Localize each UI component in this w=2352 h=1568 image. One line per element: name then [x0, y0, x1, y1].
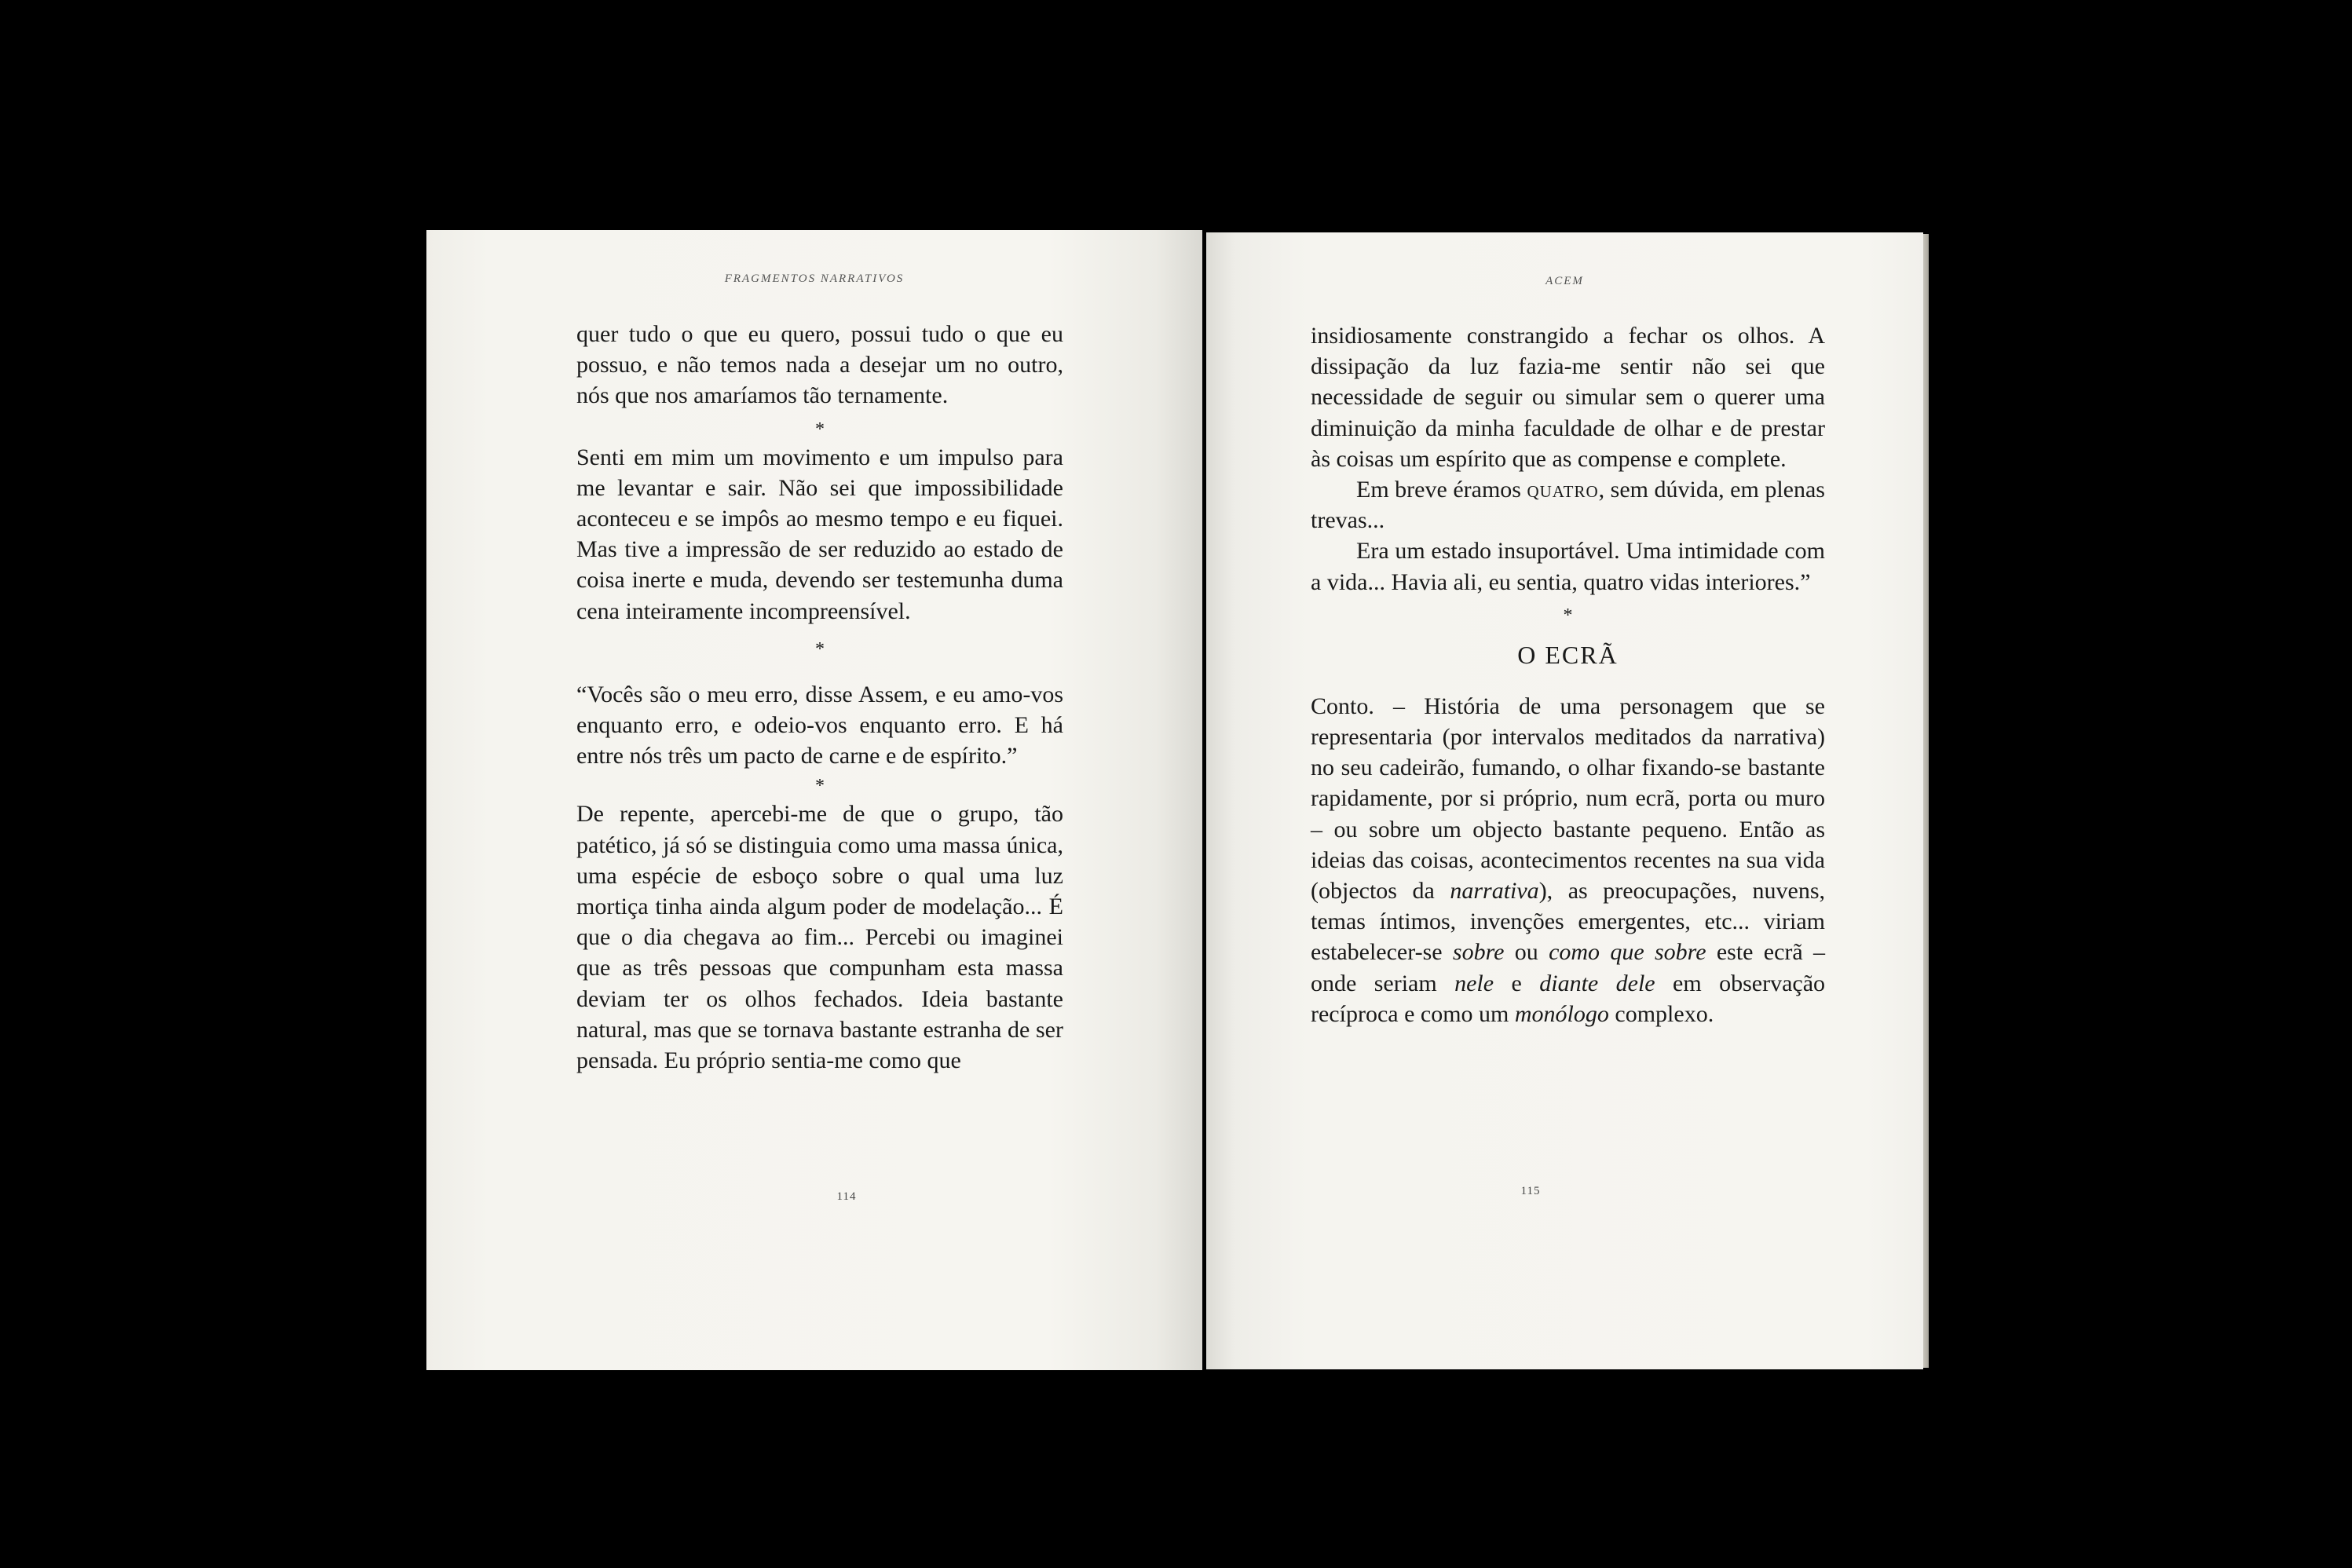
section-break-asterisk: * — [815, 418, 825, 440]
paragraph-text: em observação recíproca e como um — [1311, 970, 1826, 1027]
right-page-text — [1311, 320, 1825, 1029]
section-break-asterisk: * — [815, 776, 825, 797]
paragraph-text: ou — [1504, 939, 1549, 966]
paragraph: insidiosamente constrangido a fechar os olhos. A dissipação da luz fazia-me sentir não sei que necessidade de seguir ou simular sem o querer uma diminuição da minha faculdade de olhar e de prestar às coisas um espírito que as compense e complete. — [1311, 323, 1825, 472]
right-page — [1206, 232, 1923, 1369]
running-head-left: FRAGMENTOS NARRATIVOS — [724, 272, 905, 285]
paragraph-text: este ecrã – onde seriam — [1311, 939, 1826, 996]
paragraph: Era um estado insuportável. Uma intimidade com a vida... Havia ali, eu sentia, quatro vidas interiores.” — [1311, 538, 1825, 595]
page-number-left: 114 — [836, 1190, 857, 1203]
paragraph — [1311, 691, 1825, 1029]
paragraph: De repente, apercebi-me de que o grupo, tão patético, já só se distinguia como uma massa única, uma espécie de esboço sobre o qual uma luz mortiça tinha ainda algum poder de modelação... É que o dia chegava ao fim... Percebi ou imaginei que as três pessoas que compunham esta massa deviam ter os olhos fechados. Ideia bastante natural, mas que se tornava bastante estranha de ser pensada. Eu próprio sentia-me como que — [576, 801, 1063, 1074]
italic-text: como que sobre — [1549, 939, 1706, 966]
paragraph: “Vocês são o meu erro, disse Assem, e eu amo-vos enquanto erro, e odeio-vos enquanto erro. E há entre nós três um pacto de carne e de espírito.” — [576, 681, 1063, 769]
small-caps-word: quatro — [1527, 477, 1599, 503]
paragraph-text: ), as preocupações, nuvens, temas íntimos, invenções emergentes, etc... viriam estabelecer-se — [1311, 878, 1825, 966]
paragraph: quer tudo o que eu quero, possui tudo o que eu possuo, e não temos nada a desejar um no outro, nós que nos amaríamos tão ternamente. — [576, 321, 1063, 409]
running-head-right: ACEM — [1545, 275, 1584, 287]
italic-text: narrativa — [1450, 878, 1539, 905]
section-break-asterisk: * — [1563, 605, 1573, 626]
italic-text: nele — [1454, 970, 1494, 996]
paragraph-text: Em breve éramos — [1356, 477, 1527, 503]
paragraph-text: e — [1494, 970, 1540, 996]
italic-text: monólogo — [1514, 1000, 1609, 1027]
paragraph-text: Conto. – História de uma personagem que se representaria (por intervalos meditados da narrativa) no seu cadeirão, fumando, o olhar fixando-se bastante rapidamente, por si próprio, num ecrã, porta ou muro – ou sobre um objecto bastante pequeno. Então as ideias das coisas, acontecimentos recentes na sua vida (objectos da — [1311, 693, 1825, 905]
paragraph-text: , sem dúvida, em plenas trevas... — [1311, 477, 1825, 534]
left-page-text — [576, 319, 1063, 1076]
section-break-asterisk: * — [815, 638, 825, 660]
section-title: O ECRÃ — [1517, 640, 1619, 669]
left-page — [426, 230, 1202, 1370]
paragraph-text: complexo. — [1608, 1000, 1714, 1027]
paragraph — [1311, 474, 1825, 535]
page-stack-edge — [1923, 234, 1929, 1368]
paragraph: Senti em mim um movimento e um impulso para me levantar e sair. Não sei que impossibilidade aconteceu e se impôs ao mesmo tempo e eu fiquei. Mas tive a impressão de ser reduzido ao estado de coisa inerte e muda, devendo ser testemunha duma cena inteiramente incompreensível. — [576, 444, 1063, 624]
italic-text: diante dele — [1539, 970, 1655, 996]
italic-text: sobre — [1452, 939, 1505, 966]
page-number-right: 115 — [1520, 1185, 1541, 1197]
